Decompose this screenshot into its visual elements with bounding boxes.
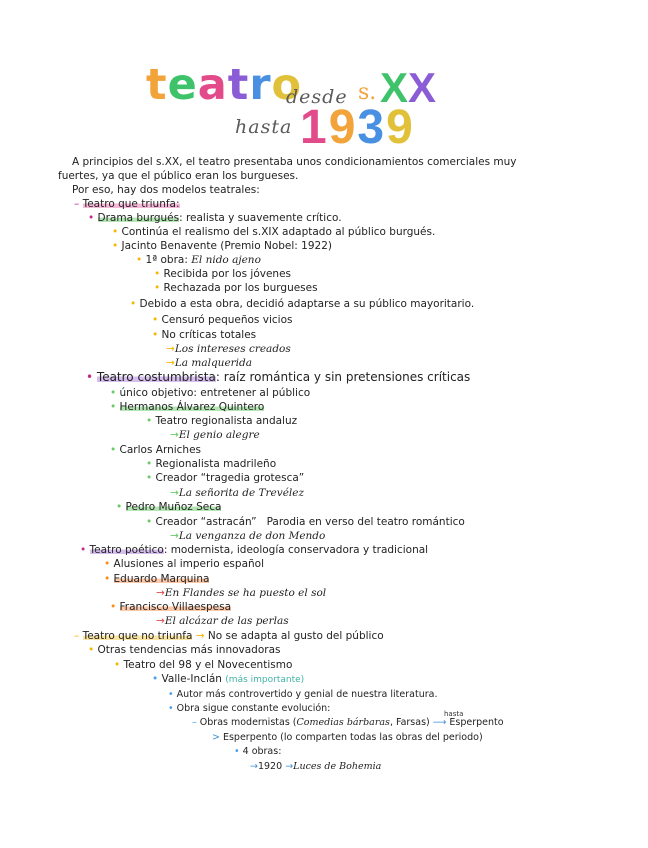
alcazar-line: →El alcázar de las perlas [156, 615, 289, 627]
villaespesa-line: • Francisco Villaespesa [110, 601, 232, 613]
esperpento-note-line: > Esperpento (lo comparten todas las obras del periodo) [212, 732, 483, 743]
arrow-right-icon: → [166, 343, 175, 355]
obra-sigue-line: • Obra sigue constante evolución: [168, 703, 331, 714]
bullet-icon: – [192, 717, 200, 728]
munoz-line: • Pedro Muñoz Seca [116, 501, 222, 513]
no-criticas-line: • No críticas totales [152, 329, 257, 341]
title-letter: a [197, 60, 228, 110]
arrow-right-icon: → [156, 615, 165, 627]
arrow-right-icon: → [170, 429, 179, 441]
otras-line: • Otras tendencias más innovadoras [88, 644, 281, 656]
title-letter: o [271, 60, 303, 110]
bullet-icon: • [88, 212, 98, 224]
bullet-icon: • [152, 673, 162, 685]
teatro98-line: • Teatro del 98 y el Novecentismo [114, 659, 293, 671]
flandes-line: →En Flandes se ha puesto el sol [156, 587, 327, 599]
alusiones-line: • Alusiones al imperio español [104, 558, 265, 570]
hasta-annotation: hasta [444, 710, 464, 718]
bullet-icon: • [146, 415, 156, 427]
arrow-right-icon: → [195, 630, 205, 642]
bullet-icon: • [146, 472, 156, 484]
senorita-line: →La señorita de Trevélez [170, 487, 305, 499]
rechazada-line: • Rechazada por los burgueses [154, 282, 318, 294]
arniches-line: • Carlos Arniches [110, 444, 202, 456]
bullet-icon: • [152, 314, 162, 326]
autor-line: • Autor más controvertido y genial de nuestra literatura. [168, 689, 438, 700]
censuro-line: • Censuró pequeños vicios [152, 314, 293, 326]
astrakan-line: • Creador “astracán” Parodia en verso del teatro romántico [146, 516, 465, 528]
bullet-icon: • [104, 558, 114, 570]
bullet-icon: • [234, 746, 243, 757]
modernistas-line: – Obras modernistas (Comedias bárbaras, Farsas) ⟶ Esperpento [192, 717, 504, 728]
benavente-line: • Jacinto Benavente (Premio Nobel: 1922) [112, 240, 332, 252]
malquerida-line: →La malquerida [166, 357, 253, 369]
title-letter: t [146, 60, 168, 110]
title-xx: XX [380, 64, 437, 111]
bullet-icon: • [110, 401, 120, 413]
intro-line-1: A principios del s.XX, el teatro presentaba unos condicionamientos comerciales muy [72, 156, 517, 168]
bullet-icon: • [152, 329, 162, 341]
debido-line: • Debido a esta obra, decidió adaptarse a su público mayoritario. [130, 298, 475, 310]
unico-line: • único objetivo: entretener al público [110, 387, 311, 399]
alvarez-line: • Hermanos Álvarez Quintero [110, 401, 265, 413]
arrow-right-icon: ⟶ [432, 717, 447, 728]
arrow-right-icon: → [285, 761, 294, 772]
bullet-icon: • [130, 298, 140, 310]
continua-line: • Continúa el realismo del s.XIX adaptado al público burgués. [112, 226, 436, 238]
regionalista-line: • Teatro regionalista andaluz [146, 415, 298, 427]
valle-line: • Valle-Inclán (más importante) [152, 673, 305, 685]
recibida-line: • Recibida por los jóvenes [154, 268, 292, 280]
bullet-icon: • [86, 370, 97, 384]
title-letter: r [249, 60, 272, 110]
chevron-right-icon: > [212, 732, 223, 743]
title-hasta: hasta [235, 116, 293, 138]
bullet-icon: – [74, 630, 83, 642]
venganza-line: →La venganza de don Mendo [170, 530, 326, 542]
cuatro-obras-line: • 4 obras: [234, 746, 282, 757]
bullet-icon: • [146, 458, 156, 470]
heading-no-triunfa: – Teatro que no triunfa → No se adapta al gusto del público [74, 630, 384, 642]
intro-line-3: Por eso, hay dos modelos teatrales: [72, 184, 260, 196]
bullet-icon: • [112, 240, 122, 252]
bullet-icon: • [154, 282, 164, 294]
marquina-line: • Eduardo Marquina [104, 573, 210, 585]
bullet-icon: – [74, 198, 83, 210]
arrow-right-icon: → [250, 761, 258, 772]
primera-obra-line: • 1ª obra: El nido ajeno [136, 254, 261, 266]
madrileno-line: • Regionalista madrileño [146, 458, 277, 470]
arrow-right-icon: → [170, 530, 179, 542]
bullet-icon: • [80, 544, 90, 556]
title-s: s. [358, 80, 377, 105]
title-letter: e [167, 60, 198, 110]
title-desde: desde [286, 86, 348, 108]
bullet-icon: • [114, 659, 124, 671]
luces-line: →1920 →Luces de Bohemia [250, 761, 382, 772]
title-year: 1939 [300, 101, 415, 154]
bullet-icon: • [110, 444, 120, 456]
intereses-line: →Los intereses creados [166, 343, 291, 355]
title-letter: t [227, 60, 250, 110]
arrow-right-icon: → [166, 357, 175, 369]
bullet-icon: • [112, 226, 122, 238]
tragedia-line: • Creador “tragedia grotesca” [146, 472, 305, 484]
bullet-icon: • [110, 387, 120, 399]
bullet-icon: • [88, 644, 98, 656]
arrow-right-icon: → [156, 587, 165, 599]
drama-burgues-line: • Drama burgués: realista y suavemente crítico. [88, 212, 342, 224]
heading-triunfa: – Teatro que triunfa: [74, 198, 180, 210]
bullet-icon: • [110, 601, 120, 613]
genio-line: →El genio alegre [170, 429, 260, 441]
bullet-icon: • [136, 254, 146, 266]
bullet-icon: • [168, 689, 177, 700]
bullet-icon: • [104, 573, 114, 585]
bullet-icon: • [168, 703, 177, 714]
bullet-icon: • [146, 516, 156, 528]
intro-line-2: fuertes, ya que el público eran los burgueses. [58, 170, 299, 182]
arrow-right-icon: → [170, 487, 179, 499]
costumbrista-line: • Teatro costumbrista: raíz romántica y sin pretensiones críticas [86, 370, 471, 384]
poetico-line: • Teatro poético: modernista, ideología conservadora y tradicional [80, 544, 429, 556]
bullet-icon: • [116, 501, 126, 513]
bullet-icon: • [154, 268, 164, 280]
